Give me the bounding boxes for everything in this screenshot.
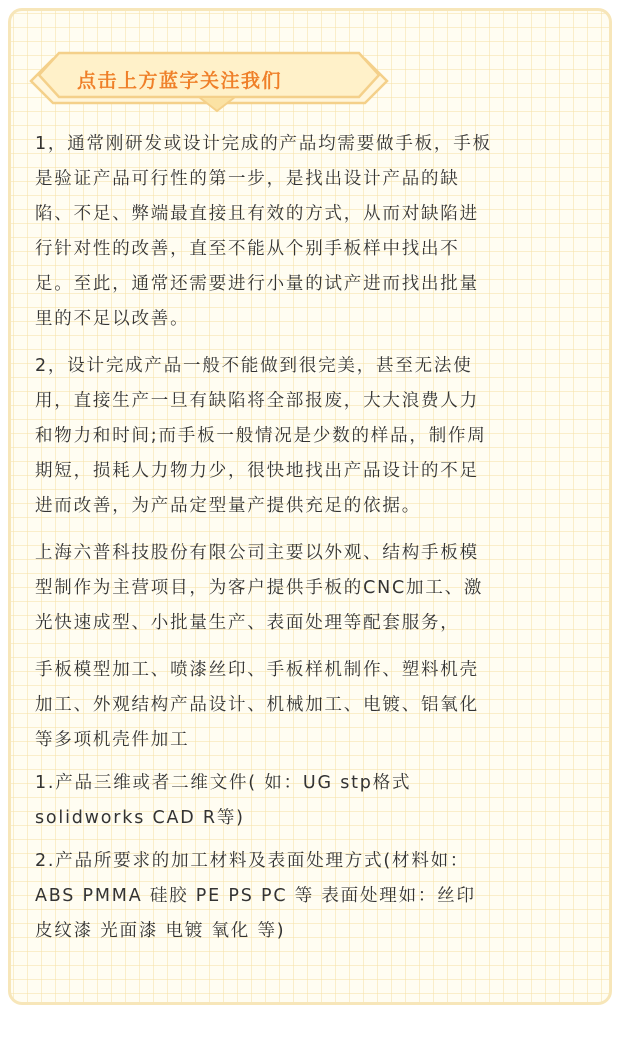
article-card — [8, 8, 612, 1005]
text-line: 型制作为主营项目，为客户提供手板的CNC加工、激 — [35, 578, 484, 598]
text-line: 期短，损耗人力物力少，很快地找出产品设计的不足 — [35, 461, 479, 481]
text-line: 2.产品所要求的加工材料及表面处理方式(材料如： — [35, 851, 470, 871]
paragraph-5 — [35, 766, 601, 836]
text-line: 进而改善，为产品定型量产提供充足的依据。 — [35, 496, 421, 516]
text-line: 上海六普科技股份有限公司主要以外观、结构手板模 — [35, 543, 479, 563]
text-line: 陷、不足、弊端最直接且有效的方式，从而对缺陷进 — [35, 204, 479, 224]
text-line: 手板模型加工、喷漆丝印、手板样机制作、塑料机壳 — [35, 660, 479, 680]
follow-banner-title: 点击上方蓝字关注我们 — [77, 70, 283, 92]
text-line: solidworks CAD R等) — [35, 808, 245, 828]
text-line: 里的不足以改善。 — [35, 309, 190, 329]
paragraph-2 — [35, 349, 601, 524]
text-line: 1，通常刚研发或设计完成的产品均需要做手板，手板 — [35, 134, 492, 154]
text-line: 等多项机壳件加工 — [35, 730, 190, 750]
text-line: ABS PMMA 硅胶 PE PS PC 等 表面处理如：丝印 — [35, 886, 476, 906]
text-line: 足。至此，通常还需要进行小量的试产进而找出批量 — [35, 274, 479, 294]
text-line: 用，直接生产一旦有缺陷将全部报废，大大浪费人力 — [35, 391, 479, 411]
text-line: 加工、外观结构产品设计、机械加工、电镀、铝氧化 — [35, 695, 479, 715]
text-line: 1.产品三维或者二维文件( 如：UG stp格式 — [35, 773, 412, 793]
article-body — [35, 127, 601, 961]
text-line: 和物力和时间;而手板一般情况是少数的样品，制作周 — [35, 426, 487, 446]
paragraph-3 — [35, 536, 601, 641]
paragraph-4 — [35, 653, 601, 758]
text-line: 2，设计完成产品一般不能做到很完美，甚至无法使 — [35, 356, 473, 376]
text-line: 行针对性的改善，直至不能从个别手板样中找出不 — [35, 239, 460, 259]
follow-banner[interactable] — [27, 41, 393, 117]
paragraph-6 — [35, 844, 601, 949]
text-line: 是验证产品可行性的第一步，是找出设计产品的缺 — [35, 169, 460, 189]
paragraph-1 — [35, 127, 601, 337]
text-line: 皮纹漆 光面漆 电镀 氧化 等) — [35, 921, 286, 941]
text-line: 光快速成型、小批量生产、表面处理等配套服务， — [35, 613, 460, 633]
